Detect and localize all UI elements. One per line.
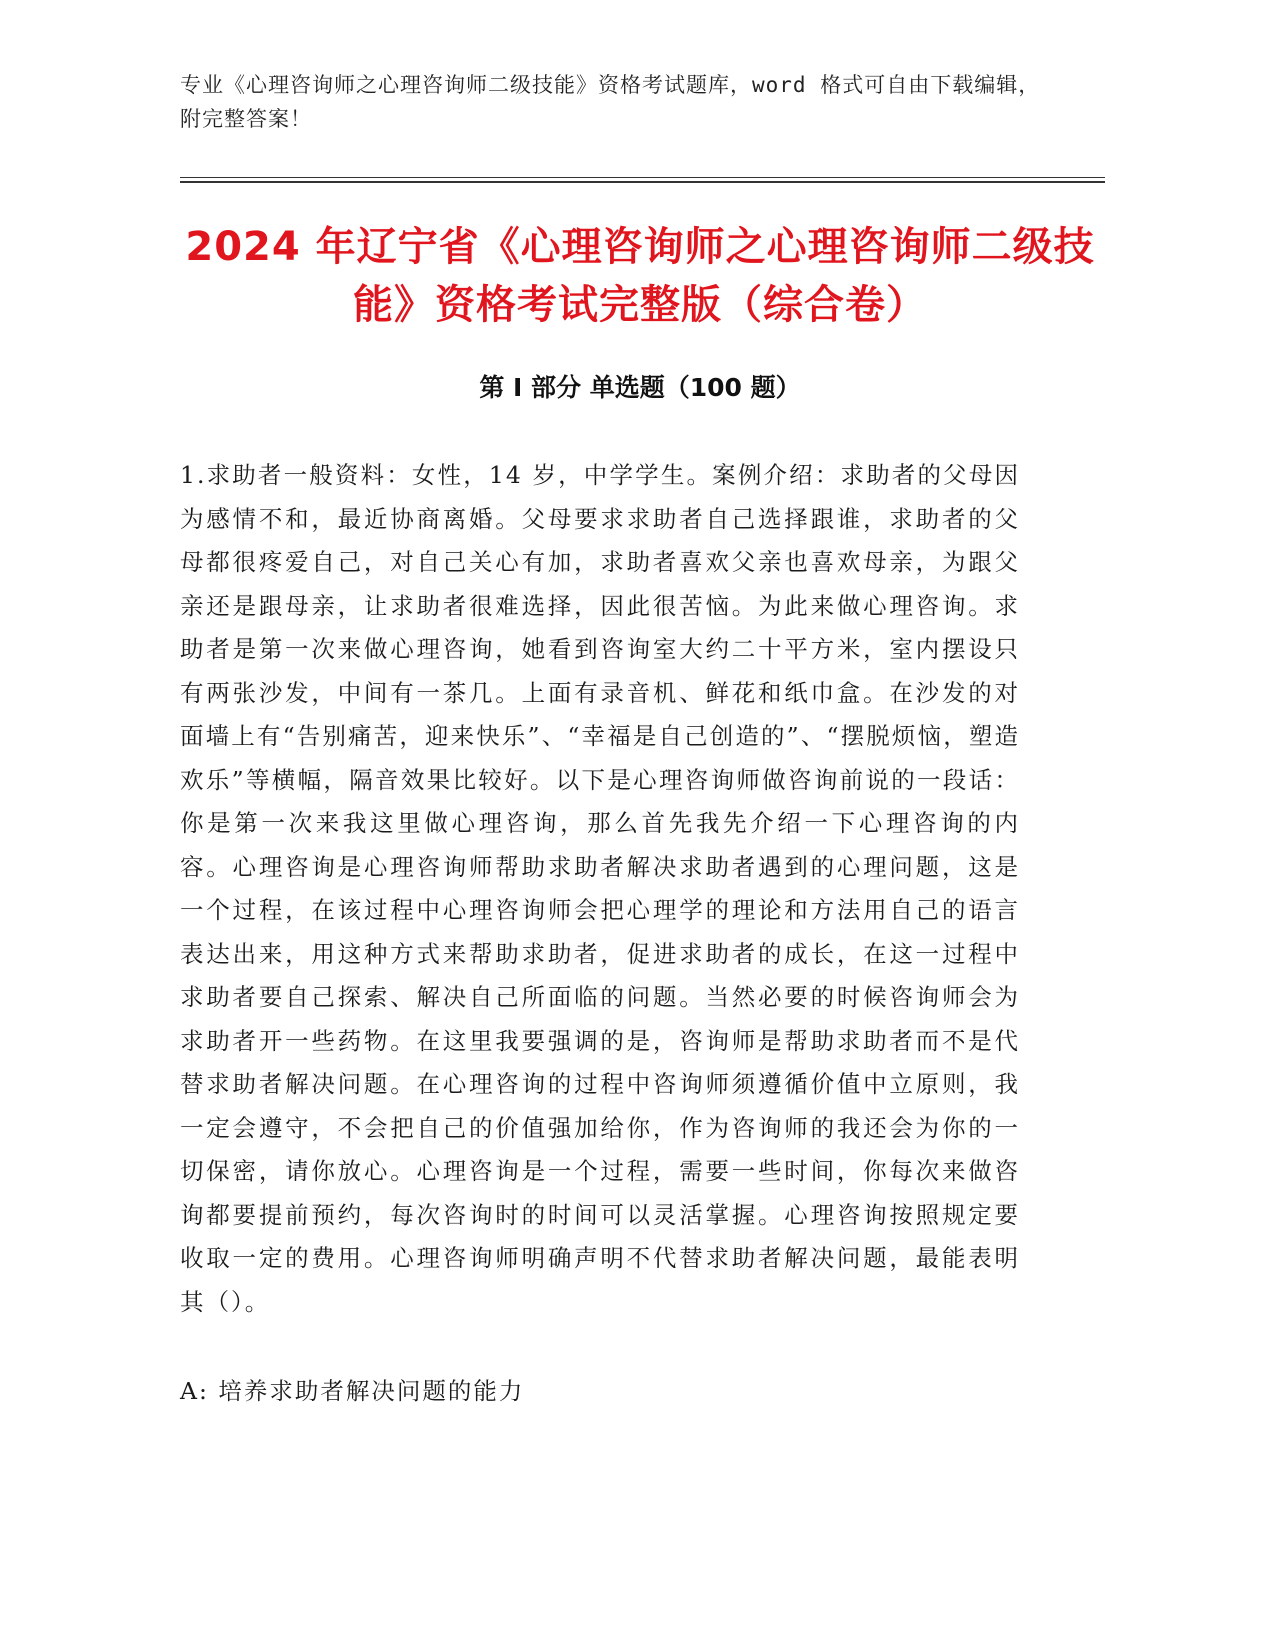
document-title: 2024 年辽宁省《心理咨询师之心理咨询师二级技能》资格考试完整版（综合卷） [185, 224, 1095, 328]
option-a: A: 培养求助者解决问题的能力 [180, 1377, 525, 1405]
question-text: 1.求助者一般资料：女性，14 岁，中学学生。案例介绍：求助者的父母因为感情不和，最近协商离婚。父母要求求助者自己选择跟谁，求助者的父母都很疼爱自己，对自己关心有加，求助者喜欢父亲也喜欢母亲，为跟父亲还是跟母亲，让求助者很难选择，因此很苦恼。为此来做心理咨询。求助者是第一次来做心理咨询，她看到咨询室大约二十平方米，室内摆设只有两张沙发，中间有一茶几。上面有录音机、鲜花和纸巾盒。在沙发的对面墙上有“告别痛苦，迎来快乐”、“幸福是自己创造的”、“摆脱烦恼，塑造欢乐”等横幅，隔音效果比较好。以下是心理咨询师做咨询前说的一段话：你是第一次来我这里做心理咨询，那么首先我先介绍一下心理咨询的内容。心理咨询是心理咨询师帮助求助者解决求助者遇到的心理问题，这是一个过程，在该过程中心理咨询师会把心理学的理论和方法用自己的语言表达出来，用这种方式来帮助求助者，促进求助者的成长，在这一过程中求助者要自己探索、解决自己所面临的问题。当然必要的时候咨询师会为求助者开一些药物。在这里我要强调的是，咨询师是帮助求助者而不是代替求助者解决问题。在心理咨询的过程中咨询师须遵循价值中立原则，我一定会遵守，不会把自己的价值强加给你，作为咨询师的我还会为你的一切保密，请你放心。心理咨询是一个过程，需要一些时间，你每次来做咨询都要提前预约，每次咨询时的时间可以灵活掌握。心理咨询按照规定要收取一定的费用。心理咨询师明确声明不代替求助者解决问题，最能表明其（）。 [180, 461, 1020, 1316]
section-title: 第 I 部分 单选题（100 题） [479, 373, 801, 402]
header-note: 专业《心理咨询师之心理咨询师二级技能》资格考试题库，word 格式可自由下载编辑，附完整答案！ [180, 73, 1041, 131]
header-divider-thick [180, 181, 1105, 183]
header-divider [180, 177, 1105, 178]
